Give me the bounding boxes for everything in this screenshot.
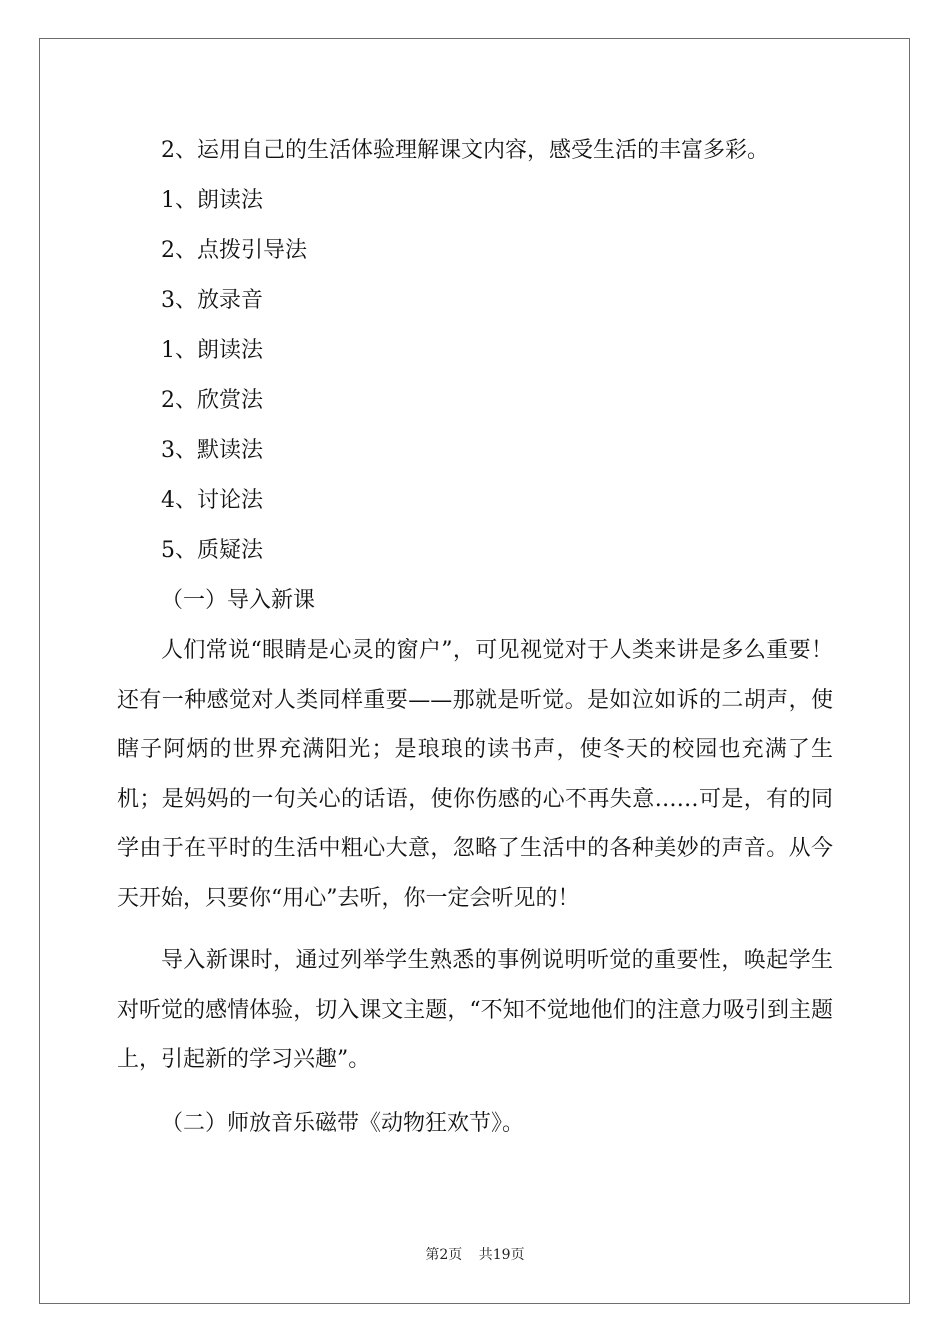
section-heading: （二）师放音乐磁带《动物狂欢节》。 (161, 1110, 525, 1136)
method-item: 3、放录音 (161, 288, 263, 313)
body-paragraph: 导入新课时，通过列举学生熟悉的事例说明听觉的重要性，唤起学生对听觉的感情体验，切入课文主题，“不知不觉地他们的注意力吸引到主题上，引起新的学习兴趣”。 (117, 948, 833, 1072)
section-heading: （一）导入新课 (161, 588, 316, 613)
method-item: 3、默读法 (161, 438, 263, 463)
page-number: 第2页 (425, 1247, 463, 1263)
document-body (117, 126, 833, 1149)
page-footer (0, 1244, 950, 1264)
objective-line: 2、运用自己的生活体验理解课文内容，感受生活的丰富多彩。 (161, 138, 769, 163)
body-paragraph: 人们常说“眼睛是心灵的窗户”，可见视觉对于人类来讲是多么重要！还有一种感觉对人类同样重要——那就是听觉。是如泣如诉的二胡声，使瞎子阿炳的世界充满阳光；是琅琅的读书声，使冬天的校园也充满了生机；是妈妈的一句关心的话语，使你伤感的心不再失意……可是，有的同学由于在平时的生活中粗心大意，忽略了生活中的各种美妙的声音。从今天开始，只要你“用心”去听，你一定会听见的！ (117, 638, 833, 911)
method-item: 5、质疑法 (161, 538, 263, 563)
method-item: 2、点拨引导法 (161, 238, 307, 263)
page-total: 共19页 (478, 1247, 525, 1263)
method-item: 2、欣赏法 (161, 388, 263, 413)
method-item: 1、朗读法 (161, 188, 263, 213)
method-item: 4、讨论法 (161, 488, 263, 513)
method-item: 1、朗读法 (161, 338, 263, 363)
